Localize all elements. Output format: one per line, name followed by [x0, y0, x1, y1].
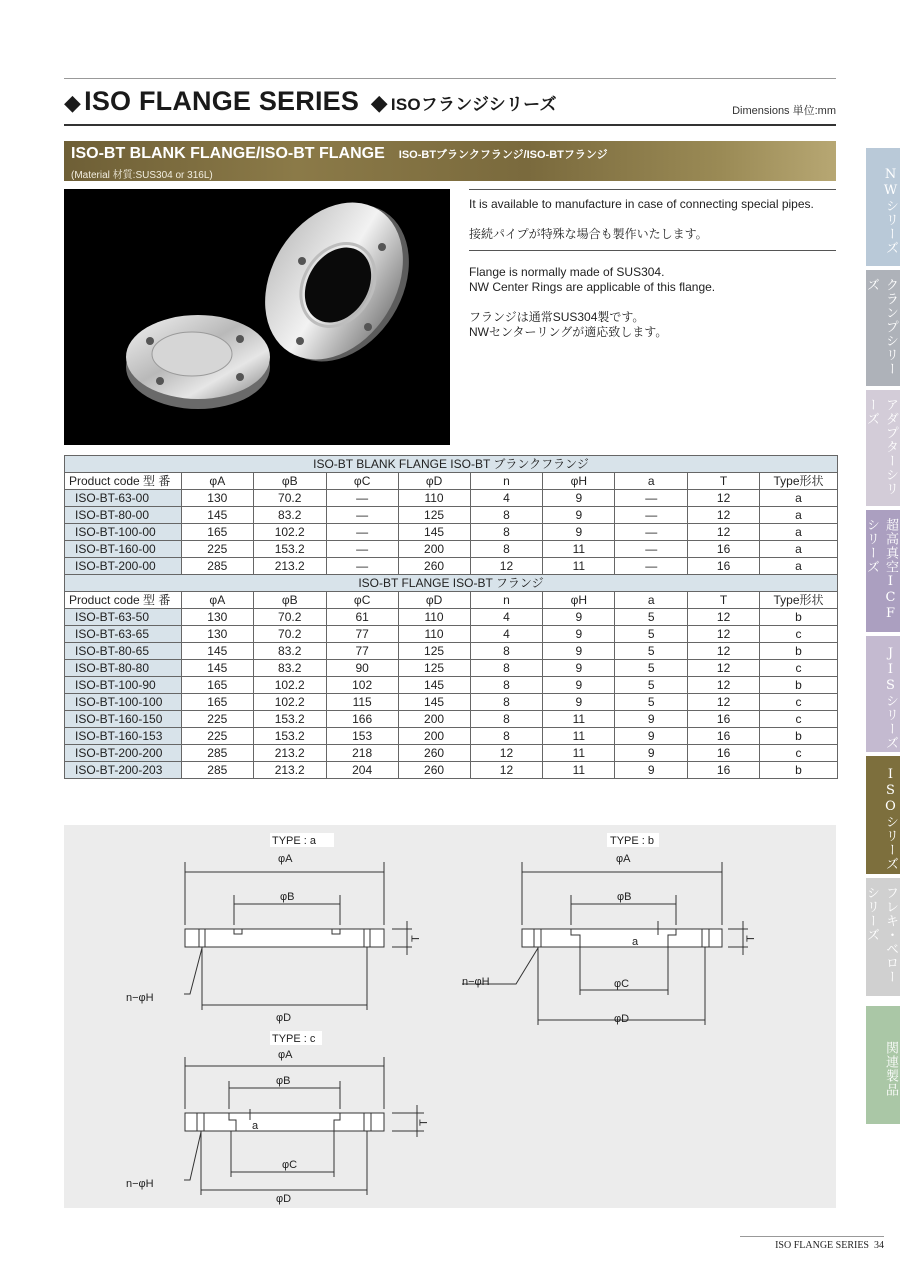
dimension-diagram	[64, 825, 836, 1208]
table-cell: b	[760, 677, 838, 694]
header-cell: φC	[326, 473, 398, 490]
header-cell: φH	[543, 592, 615, 609]
blank-flange-section-title-cell: ISO-BT BLANK FLANGE ISO-BT ブランクフランジ	[65, 456, 838, 473]
footer-rule	[740, 1236, 884, 1237]
type-b-t: T	[745, 935, 757, 942]
diamond-icon: ◆	[64, 90, 82, 115]
table-cell: 8	[470, 677, 543, 694]
header-cell: φA	[181, 592, 253, 609]
type-a-t: T	[410, 935, 422, 942]
tab-label: NWシリーズ	[883, 167, 898, 255]
table-cell: c	[760, 711, 838, 728]
header-cell: a	[615, 592, 688, 609]
product-photo	[64, 189, 450, 445]
table-cell: 110	[398, 490, 470, 507]
flange-photo-illustration	[64, 189, 450, 445]
table-cell: 110	[398, 609, 470, 626]
note-special-pipes-jp: 接続パイプが特殊な場合も製作いたします。	[469, 227, 708, 241]
table-cell: 260	[398, 558, 470, 575]
header-cell: a	[615, 473, 688, 490]
table-cell: 130	[181, 626, 253, 643]
header-cell: Type形状	[760, 473, 838, 490]
table-cell: 12	[688, 626, 760, 643]
table-row	[65, 745, 838, 762]
tab-label: アダプターシリーズ	[864, 398, 898, 496]
table-cell: 12	[688, 490, 760, 507]
type-c-phi-d: φD	[276, 1193, 292, 1205]
header-cell: φH	[543, 473, 615, 490]
tab-adapter-series[interactable]	[866, 390, 900, 506]
top-rule	[64, 78, 836, 79]
table-cell: 16	[688, 711, 760, 728]
table-cell: 145	[398, 677, 470, 694]
table-cell: —	[326, 558, 398, 575]
tab-related-products[interactable]	[866, 1006, 900, 1124]
flange-header-row	[65, 592, 838, 609]
table-cell: b	[760, 643, 838, 660]
table-cell: 12	[688, 694, 760, 711]
table-cell: 8	[470, 711, 543, 728]
type-b-phi-a: φA	[616, 853, 631, 865]
table-cell: b	[760, 762, 838, 779]
page-title	[64, 86, 557, 117]
type-a-phi-b: φB	[280, 891, 295, 903]
table-cell: 16	[688, 558, 760, 575]
table-cell: 145	[398, 524, 470, 541]
table-cell: 153	[326, 728, 398, 745]
table-cell: 83.2	[253, 507, 326, 524]
table-cell: 16	[688, 762, 760, 779]
table-cell: 4	[470, 490, 543, 507]
table-cell: a	[760, 507, 838, 524]
table-cell: 12	[688, 660, 760, 677]
header-cell: n	[470, 592, 543, 609]
table-cell: 5	[615, 660, 688, 677]
table-cell: 12	[688, 609, 760, 626]
table-cell: —	[615, 558, 688, 575]
header-cell: φB	[253, 473, 326, 490]
flange-section-title	[65, 575, 838, 592]
type-c-t: T	[418, 1119, 430, 1126]
page-number: 34	[874, 1240, 884, 1251]
table-cell: 165	[181, 694, 253, 711]
tab-jis-series[interactable]	[866, 636, 900, 752]
table-cell: 102.2	[253, 677, 326, 694]
table-cell: 200	[398, 711, 470, 728]
table-cell: 213.2	[253, 762, 326, 779]
material-note: (Material 材質:SUS304 or 316L)	[71, 170, 213, 181]
table-cell: 130	[181, 490, 253, 507]
type-c-phi-b: φB	[276, 1075, 291, 1087]
table-cell: 110	[398, 626, 470, 643]
table-cell: 5	[615, 643, 688, 660]
type-c-label: TYPE : c	[272, 1033, 316, 1045]
table-cell: 5	[615, 609, 688, 626]
table-cell: b	[760, 728, 838, 745]
table-cell: —	[615, 524, 688, 541]
section-banner	[64, 141, 836, 181]
table-cell: 225	[181, 711, 253, 728]
table-cell: 125	[398, 643, 470, 660]
table-row	[65, 541, 838, 558]
table-cell: 125	[398, 660, 470, 677]
tab-label: 関連製品	[883, 1041, 898, 1097]
table-cell: 213.2	[253, 558, 326, 575]
table-cell: a	[760, 524, 838, 541]
table-cell: 218	[326, 745, 398, 762]
product-code-cell: ISO-BT-100-90	[65, 677, 182, 694]
tab-iso-series[interactable]	[866, 756, 900, 874]
table-cell: 61	[326, 609, 398, 626]
table-cell: c	[760, 660, 838, 677]
table-cell: 9	[543, 490, 615, 507]
table-row	[65, 490, 838, 507]
table-cell: 9	[543, 660, 615, 677]
type-a-n-phi-h: n−φH	[126, 992, 154, 1004]
tab-label: クランプシリーズ	[864, 278, 898, 376]
tab-icf-series[interactable]	[866, 510, 900, 632]
table-cell: 260	[398, 745, 470, 762]
table-cell: —	[326, 541, 398, 558]
table-cell: a	[760, 490, 838, 507]
header-cell: φD	[398, 592, 470, 609]
table-cell: 4	[470, 626, 543, 643]
type-c-phi-a: φA	[278, 1049, 293, 1061]
tab-label: JISシリーズ	[883, 646, 898, 750]
tab-label: 超高真空ICFシリーズ	[864, 518, 898, 622]
table-row	[65, 626, 838, 643]
table-cell: 90	[326, 660, 398, 677]
header-cell: n	[470, 473, 543, 490]
table-cell: 5	[615, 677, 688, 694]
table-cell: 9	[543, 507, 615, 524]
header-cell: Product code 型 番	[65, 592, 182, 609]
table-cell: —	[326, 490, 398, 507]
type-b-label: TYPE : b	[610, 835, 655, 847]
table-cell: 77	[326, 626, 398, 643]
table-cell: 9	[615, 745, 688, 762]
table-cell: 8	[470, 524, 543, 541]
table-row	[65, 609, 838, 626]
type-b-phi-c: φC	[614, 978, 630, 990]
dimension-drawings	[64, 825, 836, 1208]
title-jp: ISOフランジシリーズ	[390, 95, 557, 114]
note-material-jp-2: NWセンターリングが適応致します。	[469, 325, 668, 339]
table-cell: 12	[470, 762, 543, 779]
dimensions-unit: Dimensions 単位:mm	[732, 105, 836, 117]
product-code-cell: ISO-BT-160-00	[65, 541, 182, 558]
table-cell: —	[615, 507, 688, 524]
table-cell: 145	[398, 694, 470, 711]
table-cell: 285	[181, 745, 253, 762]
table-cell: 200	[398, 541, 470, 558]
table-cell: 8	[470, 694, 543, 711]
table-cell: 285	[181, 558, 253, 575]
table-row	[65, 762, 838, 779]
tab-label: フレキ・ベローシリーズ	[864, 886, 898, 984]
table-cell: 11	[543, 711, 615, 728]
table-cell: 4	[470, 609, 543, 626]
table-cell: 213.2	[253, 745, 326, 762]
footer-series-label: ISO FLANGE SERIES	[775, 1240, 869, 1251]
table-cell: 204	[326, 762, 398, 779]
table-cell: 102.2	[253, 524, 326, 541]
table-cell: 102	[326, 677, 398, 694]
note-material-en-1: Flange is normally made of SUS304.	[469, 265, 665, 279]
product-code-cell: ISO-BT-200-203	[65, 762, 182, 779]
type-b-a: a	[632, 936, 639, 948]
product-code-cell: ISO-BT-160-153	[65, 728, 182, 745]
table-cell: 165	[181, 524, 253, 541]
header-cell: Type形状	[760, 592, 838, 609]
table-cell: 70.2	[253, 490, 326, 507]
type-c-phi-c: φC	[282, 1159, 298, 1171]
section-title-jp: ISO-BTブランクフランジ/ISO-BTフランジ	[398, 149, 608, 161]
table-cell: 70.2	[253, 626, 326, 643]
table-cell: —	[615, 541, 688, 558]
header-cell: φC	[326, 592, 398, 609]
header-cell: φB	[253, 592, 326, 609]
table-cell: 12	[688, 507, 760, 524]
table-cell: 166	[326, 711, 398, 728]
notes	[469, 189, 836, 340]
table-cell: 12	[688, 643, 760, 660]
type-a-label: TYPE : a	[272, 835, 317, 847]
table-cell: 115	[326, 694, 398, 711]
header-rule	[64, 124, 836, 126]
table-cell: 153.2	[253, 711, 326, 728]
tab-flex-bellows-series[interactable]	[866, 878, 900, 996]
table-cell: 11	[543, 745, 615, 762]
notes-rule-mid	[469, 250, 836, 251]
table-cell: c	[760, 626, 838, 643]
section-title-en: ISO-BT BLANK FLANGE/ISO-BT FLANGE	[71, 145, 385, 162]
table-cell: 11	[543, 558, 615, 575]
table-cell: 260	[398, 762, 470, 779]
table-cell: 12	[470, 745, 543, 762]
table-cell: 9	[543, 524, 615, 541]
table-cell: 9	[615, 711, 688, 728]
table-cell: 285	[181, 762, 253, 779]
table-cell: —	[615, 490, 688, 507]
tab-clamp-series[interactable]	[866, 270, 900, 386]
table-cell: 5	[615, 626, 688, 643]
table-cell: 153.2	[253, 541, 326, 558]
table-cell: 153.2	[253, 728, 326, 745]
header-cell: φD	[398, 473, 470, 490]
table-cell: 16	[688, 541, 760, 558]
tab-nw-series[interactable]	[866, 148, 900, 266]
header-cell: T	[688, 592, 760, 609]
table-cell: 102.2	[253, 694, 326, 711]
table-cell: 200	[398, 728, 470, 745]
table-cell: 8	[470, 660, 543, 677]
product-code-cell: ISO-BT-63-65	[65, 626, 182, 643]
table-cell: c	[760, 694, 838, 711]
product-code-cell: ISO-BT-200-200	[65, 745, 182, 762]
table-cell: 8	[470, 507, 543, 524]
table-cell: 130	[181, 609, 253, 626]
table-row	[65, 643, 838, 660]
table-row	[65, 711, 838, 728]
table-cell: b	[760, 609, 838, 626]
table-cell: 8	[470, 728, 543, 745]
note-special-pipes-en: It is available to manufacture in case of connecting special pipes.	[469, 197, 814, 211]
table-cell: 11	[543, 762, 615, 779]
page-footer	[775, 1240, 884, 1251]
table-cell: 77	[326, 643, 398, 660]
table-cell: 16	[688, 728, 760, 745]
notes-rule-top	[469, 189, 836, 190]
blank-flange-header-row	[65, 473, 838, 490]
product-code-cell: ISO-BT-80-80	[65, 660, 182, 677]
table-cell: 9	[543, 643, 615, 660]
table-row	[65, 507, 838, 524]
table-cell: —	[326, 507, 398, 524]
type-a-phi-a: φA	[278, 853, 293, 865]
spec-table	[64, 455, 838, 779]
product-code-cell: ISO-BT-80-00	[65, 507, 182, 524]
product-code-cell: ISO-BT-200-00	[65, 558, 182, 575]
table-cell: 145	[181, 643, 253, 660]
table-cell: 145	[181, 507, 253, 524]
table-cell: 12	[688, 677, 760, 694]
type-b-phi-d: φD	[614, 1013, 630, 1025]
section-title	[71, 145, 608, 163]
table-cell: —	[326, 524, 398, 541]
table-row	[65, 660, 838, 677]
type-b-phi-b: φB	[617, 891, 632, 903]
table-cell: 225	[181, 541, 253, 558]
page-header	[64, 86, 836, 120]
table-cell: 11	[543, 728, 615, 745]
table-row	[65, 694, 838, 711]
table-row	[65, 524, 838, 541]
product-code-cell: ISO-BT-63-00	[65, 490, 182, 507]
table-cell: 145	[181, 660, 253, 677]
product-code-cell: ISO-BT-100-00	[65, 524, 182, 541]
product-code-cell: ISO-BT-160-150	[65, 711, 182, 728]
table-cell: 83.2	[253, 643, 326, 660]
type-b-n-phi-h: n−φH	[462, 976, 490, 988]
table-cell: 9	[615, 762, 688, 779]
tab-label: ISOシリーズ	[883, 767, 898, 871]
note-material-jp-1: フランジは通常SUS304製です。	[469, 310, 645, 324]
header-cell: φA	[181, 473, 253, 490]
type-c-a: a	[252, 1120, 259, 1132]
table-cell: c	[760, 745, 838, 762]
table-cell: 8	[470, 541, 543, 558]
blank-flange-section-title	[65, 456, 838, 473]
product-code-cell: ISO-BT-80-65	[65, 643, 182, 660]
product-code-cell: ISO-BT-63-50	[65, 609, 182, 626]
table-cell: 225	[181, 728, 253, 745]
table-cell: 5	[615, 694, 688, 711]
table-cell: 9	[543, 694, 615, 711]
table-cell: 9	[543, 609, 615, 626]
table-cell: 70.2	[253, 609, 326, 626]
flange-section-title-cell: ISO-BT FLANGE ISO-BT フランジ	[65, 575, 838, 592]
table-row	[65, 728, 838, 745]
table-cell: a	[760, 541, 838, 558]
table-cell: 8	[470, 643, 543, 660]
diamond-icon: ◆	[370, 90, 388, 115]
type-c-n-phi-h: n−φH	[126, 1178, 154, 1190]
product-code-cell: ISO-BT-100-100	[65, 694, 182, 711]
table-cell: 11	[543, 541, 615, 558]
table-cell: 9	[543, 677, 615, 694]
table-cell: 12	[688, 524, 760, 541]
table-cell: 9	[543, 626, 615, 643]
table-cell: 165	[181, 677, 253, 694]
table-row	[65, 677, 838, 694]
table-cell: 83.2	[253, 660, 326, 677]
note-material-en-2: NW Center Rings are applicable of this flange.	[469, 280, 716, 294]
header-cell: Product code 型 番	[65, 473, 182, 490]
title-en: ISO FLANGE SERIES	[84, 86, 360, 116]
table-cell: 125	[398, 507, 470, 524]
table-cell: 16	[688, 745, 760, 762]
type-a-phi-d: φD	[276, 1012, 292, 1024]
header-cell: T	[688, 473, 760, 490]
table-cell: 9	[615, 728, 688, 745]
table-cell: 12	[470, 558, 543, 575]
table-cell: a	[760, 558, 838, 575]
table-row	[65, 558, 838, 575]
